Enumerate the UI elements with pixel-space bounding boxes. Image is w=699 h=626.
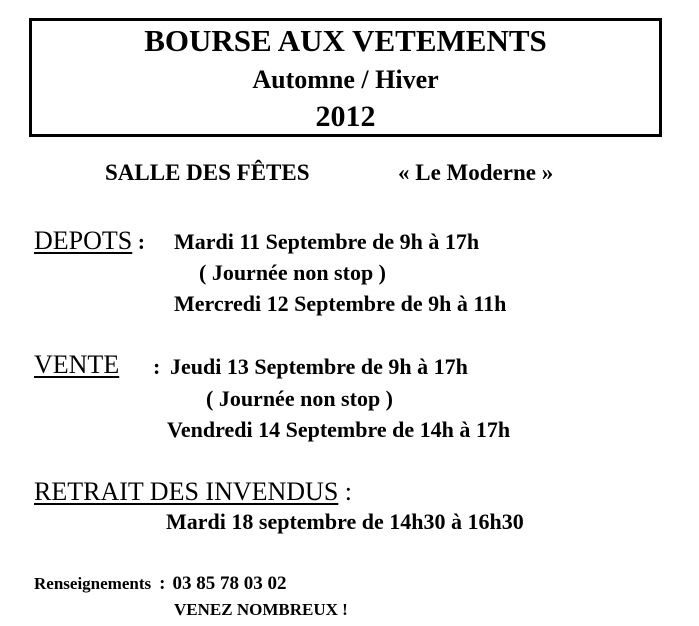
vente-label: VENTE <box>34 350 120 379</box>
retrait-separator: : <box>338 477 353 506</box>
venue-name: « Le Moderne » <box>398 160 554 185</box>
title-box <box>29 18 662 137</box>
event-season: Automne / Hiver <box>252 65 439 94</box>
info-line <box>34 573 286 595</box>
vente-date-1: Jeudi 13 Septembre de 9h à 17h <box>170 354 468 379</box>
depots-label: DEPOTS <box>34 226 133 255</box>
venue-hall: SALLE DES FÊTES <box>105 160 310 185</box>
vente-separator: : <box>153 354 161 379</box>
info-separator: : <box>159 573 166 594</box>
event-year: 2012 <box>315 100 376 133</box>
depots-separator: : <box>132 229 146 254</box>
depots-date-2: Mercredi 12 Septembre de 9h à 11h <box>174 291 507 316</box>
retrait-heading <box>34 477 352 507</box>
depots-note: ( Journée non stop ) <box>199 260 387 285</box>
retrait-date: Mardi 18 septembre de 14h30 à 16h30 <box>166 509 524 534</box>
retrait-label: RETRAIT DES INVENDUS <box>34 477 339 506</box>
event-title: BOURSE AUX VETEMENTS <box>144 23 547 58</box>
depots-date-1: Mardi 11 Septembre de 9h à 17h <box>174 229 480 254</box>
vente-note: ( Journée non stop ) <box>206 386 394 411</box>
info-phone: 03 85 78 03 02 <box>172 573 287 594</box>
vente-date-2: Vendredi 14 Septembre de 14h à 17h <box>167 417 511 442</box>
depots-heading <box>34 226 145 256</box>
info-label: Renseignements <box>34 574 152 593</box>
slogan: VENEZ NOMBREUX ! <box>174 600 348 619</box>
